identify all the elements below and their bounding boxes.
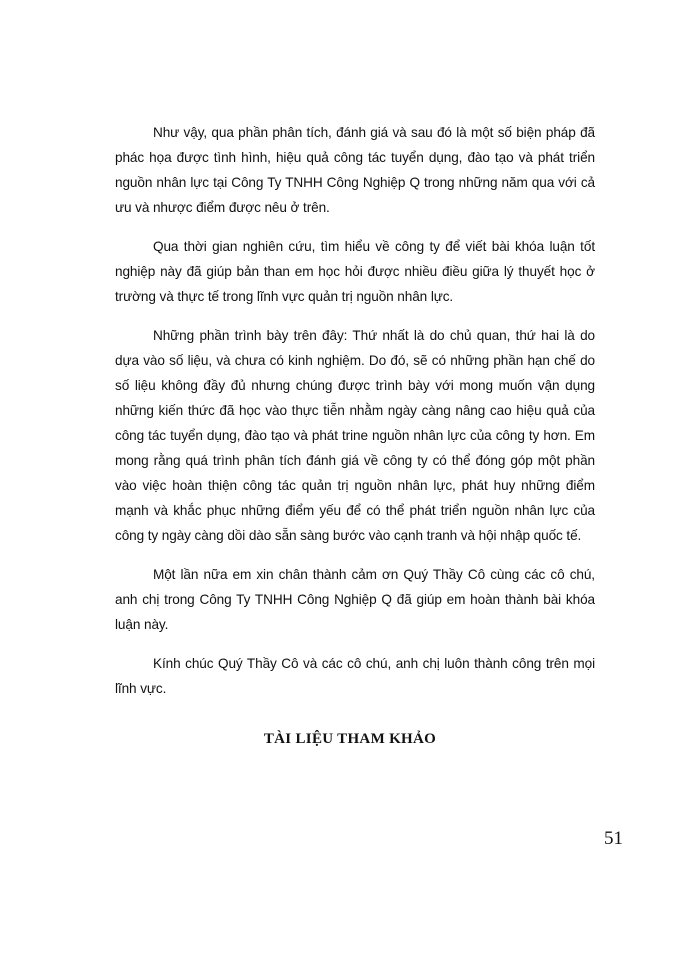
paragraph-2: Qua thời gian nghiên cứu, tìm hiểu về công ty để viết bài khóa luận tốt nghiệp này đã giúp bản than em học hỏi được nhiều điều giữa lý thuyết học ở trường và thực tế trong lĩnh vực quản trị nguồn nhân lực. [115,239,595,304]
paragraph-4: Một lần nữa em xin chân thành cảm ơn Quý Thầy Cô cùng các cô chú, anh chị trong Công Ty TNHH Công Nghiệp Q đã giúp em hoàn thành bài khóa luận này. [115,567,595,632]
paragraph-5: Kính chúc Quý Thầy Cô và các cô chú, anh chị luôn thành công trên mọi lĩnh vực. [115,656,595,696]
paragraph-3: Những phần trình bày trên đây: Thứ nhất là do chủ quan, thứ hai là do dựa vào số liệu, và chưa có kinh nghiệm. Do đó, sẽ có những phần hạn chế do số liệu không đầy đủ nhưng chúng được trình bày với mong muốn vận dụng những kiến thức đã học vào thực tiễn nhằm ngày càng nâng cao hiệu quả của công tác tuyển dụng, đào tạo và phát trine nguồn nhân lực của công ty hơn. Em mong rằng quá trình phân tích đánh giá về công ty có thể đóng góp một phần vào việc hoàn thiện công tác quản trị nguồn nhân lực, phát huy những điểm mạnh và khắc phục những điểm yếu để có thể phát triển nguồn nhân lực của công ty ngày càng dồi dào sẵn sàng bước vào cạnh tranh và hội nhập quốc tế. [115,328,595,543]
paragraph-1: Như vậy, qua phần phân tích, đánh giá và sau đó là một số biện pháp đã phác họa được tình hình, hiệu quả công tác tuyển dụng, đào tạo và phát triển nguồn nhân lực tại Công Ty TNHH Công Nghiệp Q trong những năm qua với cả ưu và nhược điểm được nêu ở trên. [115,125,595,215]
section-heading: TÀI LIỆU THAM KHẢO [263,731,437,747]
body-text [115,120,595,715]
page-number: 51 [604,828,623,849]
